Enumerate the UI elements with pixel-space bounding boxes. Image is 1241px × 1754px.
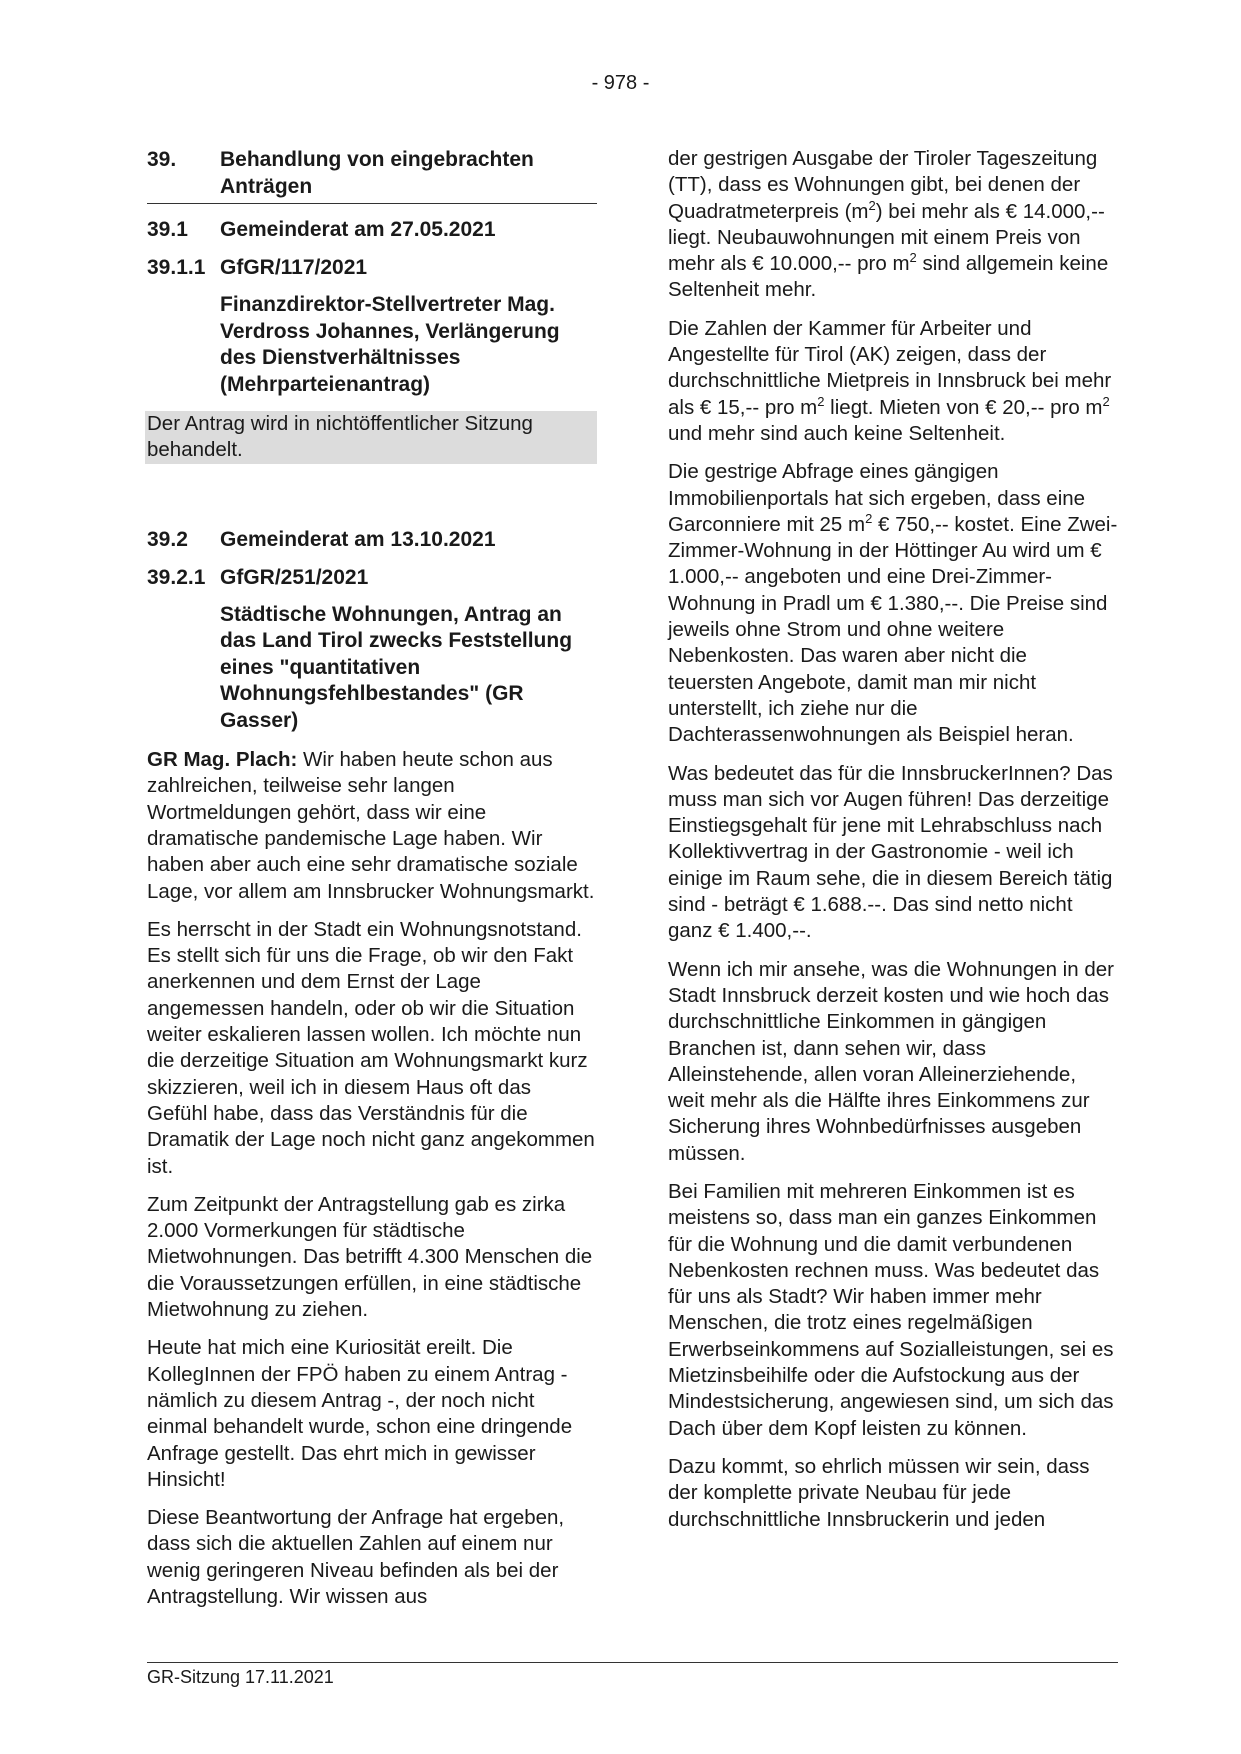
paragraph: Dazu kommt, so ehrlich müssen wir sein, dass der komplette private Neubau für jede durchschnittliche Innsbruckerin und jeden xyxy=(668,1454,1090,1531)
closed-session-note: Der Antrag wird in nichtöffentlicher Sitzung behandelt. xyxy=(145,411,597,464)
paragraph-text: Die Zahlen der Kammer für Arbeiter und Angestellte für Tirol (AK) zeigen, dass der durchschnittliche Mietpreis in Innsbruck bei mehr als € 15,-- pro m xyxy=(668,316,1112,419)
paragraph: Wenn ich mir ansehe, was die Wohnungen in der Stadt Innsbruck derzeit kosten und wie hoch das durchschnittliche Einkommen in gängigen Branchen ist, dann sehen wir, dass Alleinstehende, allen voran Alleinerziehende, weit mehr als die Hälfte ihres Einkommens zur Sicherung ihres Wohnbedürfnisses ausgeben müssen. xyxy=(668,957,1114,1165)
paragraph-text: € 750,-- kostet. Eine Zwei-Zimmer-Wohnung in der Höttinger Au wird um € 1.000,-- angeboten und eine Drei-Zimmer-Wohnung in Pradl um € 1.380,--. Die Preise sind jeweils ohne Strom und ohne weitere Nebenkosten. Das waren aber nicht die teuersten Angebote, damit man mir nicht unterstellt, ich ziehe nur die Dachterassenwohnungen als Beispiel heran. xyxy=(668,512,1118,747)
footer-session-date: GR-Sitzung 17.11.2021 xyxy=(147,1667,334,1687)
section-title: Behandlung von eingebrachten Anträgen xyxy=(220,148,534,198)
spacer xyxy=(147,464,597,526)
footer-rule xyxy=(147,1662,1118,1663)
paragraph: Diese Beantwortung der Anfrage hat ergeben, dass sich die aktuellen Zahlen auf einem nur wenig geringeren Niveau befinden als bei der Antragstellung. Wir wissen aus xyxy=(147,1506,565,1608)
paragraph xyxy=(668,459,1118,748)
item-title: GfGR/117/2021 xyxy=(220,256,368,279)
superscript: 2 xyxy=(817,393,825,409)
item-subject: Städtische Wohnungen, Antrag an das Land Tirol zwecks Feststellung eines "quantitativen Wohnungsfehlbestandes" (GR Gasser) xyxy=(220,602,573,732)
paragraph xyxy=(147,747,597,905)
paragraph: Was bedeutet das für die InnsbruckerInnen? Das muss man sich vor Augen führen! Das derzeitige Einstiegsgehalt für jene mit Lehrabschluss nach Kollektivvertrag in der Gastronomie - weil ich einige im Raum sehe, die in diesem Bereich tätig sind - beträgt € 1.688.--. Das sind netto nicht ganz € 1.400,--. xyxy=(668,761,1113,943)
subsection-title: Gemeinderat am 27.05.2021 xyxy=(220,218,496,241)
paragraph-text: und mehr sind auch keine Seltenheit. xyxy=(668,421,1006,445)
superscript: 2 xyxy=(909,250,917,266)
paragraph xyxy=(668,316,1118,447)
item-heading xyxy=(147,564,597,591)
paragraph-text: ) bei mehr als € 14.000,-- liegt. Neubauwohnungen mit einem Preis von mehr als € 10.000,-- pro m xyxy=(668,199,1105,276)
left-column xyxy=(147,146,597,1622)
paragraph-text: liegt. Mieten von € 20,-- pro m xyxy=(824,395,1103,419)
subsection-title: Gemeinderat am 13.10.2021 xyxy=(220,527,496,551)
paragraph: Heute hat mich eine Kuriosität ereilt. Die KollegInnen der FPÖ haben zu einem Antrag - nämlich zu diesem Antrag -, der noch nicht einmal behandelt wurde, schon eine dringende Anfrage gestellt. Das ehrt mich in gewisser Hinsicht! xyxy=(147,1336,573,1491)
subsection-heading xyxy=(147,526,597,553)
superscript: 2 xyxy=(868,197,876,213)
section-number: 39. xyxy=(147,148,177,171)
paragraph xyxy=(668,146,1118,304)
paragraph: Zum Zeitpunkt der Antragstellung gab es zirka 2.000 Vormerkungen für städtische Mietwohnungen. Das betrifft 4.300 Menschen die die Voraussetzungen erfüllen, in eine städtische Mietwohnung zu ziehen. xyxy=(147,1192,593,1322)
paragraph: Es herrscht in der Stadt ein Wohnungsnotstand. Es stellt sich für uns die Frage, ob wir den Fakt anerkennen und dem Ernst der Lage angemessen handeln, oder ob wir die Situation weiter eskalieren lassen wollen. Ich möchte nun die derzeitige Situation am Wohnungsmarkt kurz skizzieren, weil ich in diesem Haus oft das Gefühl habe, dass das Verständnis für die Dramatik der Lage noch nicht ganz angekommen ist. xyxy=(147,917,595,1178)
section-heading xyxy=(147,146,597,204)
item-subject: Finanzdirektor-Stellvertreter Mag. Verdross Johannes, Verlängerung des Dienstverhältnisses (Mehrparteienantrag) xyxy=(220,293,560,396)
item-title: GfGR/251/2021 xyxy=(220,565,369,589)
paragraph-text: sind allgemein keine Seltenheit mehr. xyxy=(668,252,1109,302)
subsection-number: 39.1 xyxy=(147,218,188,241)
superscript: 2 xyxy=(865,510,873,526)
paragraph-text: Wir haben heute schon aus zahlreichen, teilweise sehr langen Wortmeldungen gehört, dass wir eine dramatische pandemische Lage haben. Wir haben aber auch eine sehr dramatische soziale Lage, vor allem am Innsbrucker Wohnungsmarkt. xyxy=(147,748,595,903)
superscript: 2 xyxy=(1102,393,1110,409)
subsection-number: 39.2 xyxy=(147,527,188,551)
item-number: 39.1.1 xyxy=(147,256,206,279)
item-heading xyxy=(147,254,597,281)
right-column xyxy=(668,146,1118,1545)
paragraph: Bei Familien mit mehreren Einkommen ist es meistens so, dass man ein ganzes Einkommen für die Wohnung und die damit verbundenen Nebenkosten rechnen muss. Was bedeutet das für uns als Stadt? Wir haben immer mehr Menschen, die trotz eines regelmäßigen Erwerbseinkommens auf Sozialleistungen, sei es Mietzinsbeihilfe oder die Aufstockung aus der Mindestsicherung, angewiesen sind, um sich das Dach über dem Kopf leisten zu können. xyxy=(668,1179,1114,1440)
page-number: - 978 - xyxy=(591,72,650,94)
item-number: 39.2.1 xyxy=(147,565,206,589)
speaker-name: GR Mag. Plach: xyxy=(147,748,298,772)
paragraph-text: Die gestrige Abfrage eines gängigen Immobilienportals hat sich ergeben, dass eine Garconniere mit 25 m xyxy=(668,460,1086,536)
paragraph-text: der gestrigen Ausgabe der Tiroler Tageszeitung (TT), dass es Wohnungen gibt, bei denen der Quadratmeterpreis (m xyxy=(668,147,1098,223)
subsection-heading xyxy=(147,216,597,243)
